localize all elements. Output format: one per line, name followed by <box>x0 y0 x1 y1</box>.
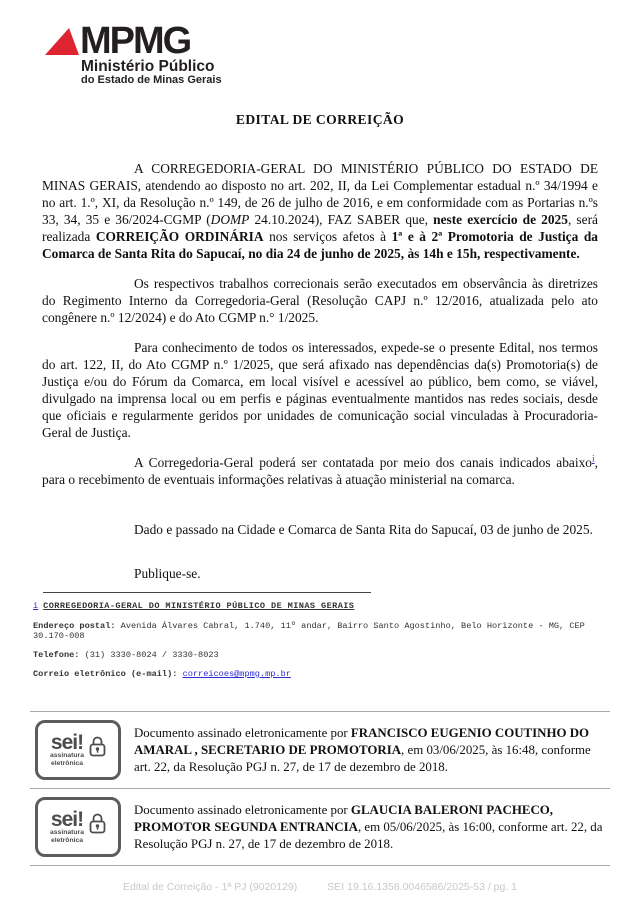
sig2-prefix: Documento assinado eletronicamente por <box>134 802 351 817</box>
padlock-icon <box>89 735 106 758</box>
p1-text4: nos serviços afetos à <box>263 229 392 244</box>
p1-promotorias: 1ª e à 2ª Promotoria de Justiça da Comarca de Santa Rita do Sapucaí, no dia 24 de junho de 2025, às 14h e 15h, respectivamente. <box>42 229 598 261</box>
p1-correicao: CORREIÇÃO ORDINÁRIA <box>95 229 264 244</box>
paragraph-date: Dado e passado na Cidade e Comarca de Santa Rita do Sapucaí, 03 de junho de 2025. <box>134 522 593 537</box>
email-label: Correio eletrônico (e-mail): <box>33 669 178 679</box>
mpmg-logo <box>44 20 222 86</box>
phone-label: Telefone: <box>33 650 80 660</box>
sei-signature-seal <box>35 797 121 857</box>
p1-exercicio: neste exercício de 2025 <box>433 212 568 227</box>
sig2-signer: GLAUCIA BALERONI PACHECO, PROMOTOR SEGUNDA ENTRANCIA <box>134 802 554 834</box>
signature-row-2 <box>30 788 610 865</box>
phone-value: (31) 3330-8024 / 3330-8023 <box>79 650 219 660</box>
signature-row-1 <box>30 711 610 788</box>
footnote-marker-link[interactable]: i <box>33 601 39 611</box>
signature-statement-2 <box>134 802 610 853</box>
email-link[interactable]: correicoes@mpmg.mp.br <box>182 669 291 679</box>
p2-text: Os respectivos trabalhos correcionais serão executados em observância às diretrizes do Regimento Interno da Corregedoria-Geral (Resolução CAPJ n.º 12/2016, atualizada pelo ato congênere n.º 12/2024) e do Ato CGMP n.° 1/2025. <box>42 276 598 325</box>
sig1-signer: FRANCISCO EUGENIO COUTINHO DO AMARAL , SECRETARIO DE PROMOTORIA <box>134 725 590 757</box>
sei-logo: sei! <box>50 808 84 831</box>
footnote-phone <box>33 650 611 660</box>
document-title: EDITAL DE CORREIÇÃO <box>235 112 405 127</box>
paragraph-1 <box>42 160 598 262</box>
footnote-email <box>33 669 611 679</box>
paragraph-3 <box>42 339 598 441</box>
footnote-reference-link[interactable]: i <box>592 454 595 465</box>
footnote-heading: CORREGEDORIA-GERAL DO MINISTÉRIO PÚBLICO DE MINAS GERAIS <box>43 601 355 611</box>
address-label: Endereço postal: <box>33 621 116 631</box>
paragraph-publish: Publique-se. <box>134 566 201 581</box>
p1-text: A CORREGEDORIA-GERAL DO MINISTÉRIO PÚBLICO DO ESTADO DE MINAS GERAIS, atendendo ao disposto no art. 202, II, da Lei Complementar estadual n.º 34/1994 e no art. 1.º, XI, da Resolução n.º 149, de 26 de julho de 2016, e em conformidade com as Portarias n.ºs 33, 34, 35 e 36/2024-CGMP ( <box>42 161 598 227</box>
document-body <box>42 160 598 595</box>
footer-document-label: Edital de Correição - 1ª PJ (9020129) <box>122 881 298 893</box>
sei-sub-line2: eletrônica <box>50 759 84 767</box>
sei-sub-line1: assinatura <box>49 829 84 836</box>
signature-statement-1 <box>134 725 610 776</box>
padlock-icon <box>89 812 106 835</box>
p4-text: A Corregedoria-Geral poderá ser contatada por meio dos canais indicados abaixo <box>134 455 592 470</box>
address-value: Avenida Álvares Cabral, 1.740, 11º andar, Bairro Santo Agostinho, Belo Horizonte - MG, CEP 30.170-008 <box>33 621 585 641</box>
footnote-address <box>33 621 611 641</box>
p1-domp: DOMP <box>210 212 250 227</box>
p1-text3: , será realizada <box>42 212 598 244</box>
page-footer <box>0 881 640 893</box>
logo-acronym: MPMG <box>80 20 191 62</box>
sei-sub-line1: assinatura <box>49 752 84 759</box>
footer-sei-number: SEI 19.16.1358.0046586/2025-53 / pg. 1 <box>327 881 518 893</box>
p1-text2: 24.10.2024), FAZ SABER que, <box>249 212 434 227</box>
logo-line1: Ministério Público <box>81 58 215 75</box>
footnote-separator <box>43 592 371 593</box>
paragraph-4 <box>42 454 598 488</box>
signature-table <box>30 711 610 866</box>
sig2-details: , em 05/06/2025, às 16:00, conforme art. 22, da Resolução PGJ n. 27, de 17 de dezembro de 2018. <box>134 819 603 851</box>
mpmg-triangle-icon <box>44 27 80 56</box>
logo-line2: do Estado de Minas Gerais <box>81 74 222 86</box>
sig1-prefix: Documento assinado eletronicamente por <box>134 725 351 740</box>
sei-signature-seal <box>35 720 121 780</box>
footnote-section <box>33 592 611 688</box>
sei-logo: sei! <box>50 731 84 754</box>
paragraph-2 <box>42 275 598 326</box>
sig1-details: , em 03/06/2025, às 16:48, conforme art. 22, da Resolução PGJ n. 27, de 17 de dezembro de 2018. <box>134 742 591 774</box>
p3-text: Para conhecimento de todos os interessados, expede-se o presente Edital, nos termos do art. 122, II, do Ato CGMP n.º 1/2025, que será afixado nas dependências da(s) Promotoria(s) de Justiça e/ou do Fórum da Comarca, em local visível e acessível ao público, bem como, se viável, divulgado na imprensa local ou em perfis e páginas eventualmente mantidos nas redes sociais, desde que oficiais e regularmente geridos por unidades de comunicação social vinculadas à Procuradoria-Geral de Justiça. <box>42 340 598 440</box>
sei-sub-line2: eletrônica <box>50 836 84 844</box>
p4-text2: , para o recebimento de eventuais informações relativas à atuação ministerial na comarca. <box>42 455 598 487</box>
